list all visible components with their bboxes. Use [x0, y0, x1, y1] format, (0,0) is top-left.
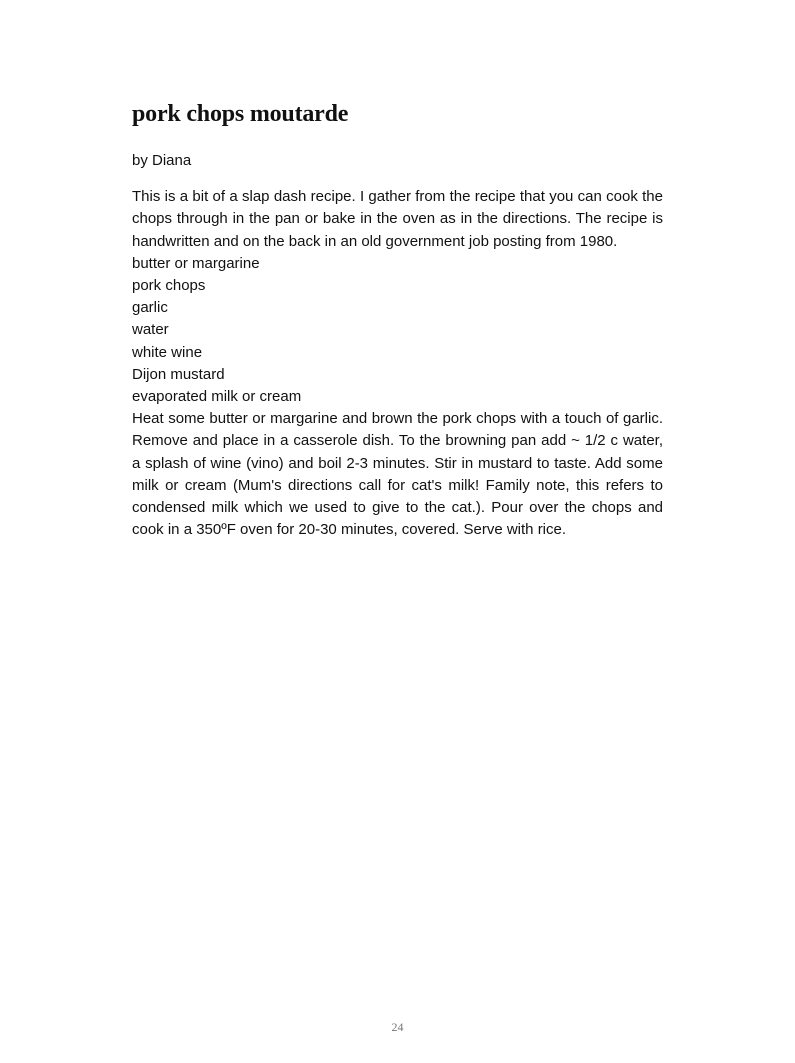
page-number: 24	[391, 1020, 404, 1034]
recipe-directions: Heat some butter or margarine and brown the pork chops with a touch of garlic. Remove and place in a casserole dish. To the browning pan add ~ 1/2 c water, a splash of wine (vino) and boil 2-3 minutes. Stir in mustard to taste. Add some milk or cream (Mum's directions call for cat's milk! Family note, this refers to condensed milk which we used to give to the cat.). Pour over the chops and cook in a 350ºF oven for 20-30 minutes, covered. Serve with rice.	[132, 410, 663, 539]
ingredient-item: evaporated milk or cream	[132, 388, 302, 406]
ingredient-item: butter or margarine	[132, 254, 260, 272]
recipe-byline: by Diana	[132, 152, 192, 169]
ingredient-item: pork chops	[132, 277, 206, 295]
ingredient-item: water	[132, 321, 169, 339]
recipe-content	[132, 150, 663, 541]
ingredient-item: garlic	[132, 299, 168, 317]
recipe-title: pork chops moutarde	[132, 101, 349, 127]
ingredient-item: Dijon mustard	[132, 365, 225, 383]
ingredient-item: white wine	[132, 343, 203, 361]
recipe-intro: This is a bit of a slap dash recipe. I gather from the recipe that you can cook the chops through in the pan or bake in the oven as in the directions. The recipe is handwritten and on the back in an old government job posting from 1980.	[132, 188, 663, 250]
ingredient-list	[132, 253, 663, 408]
